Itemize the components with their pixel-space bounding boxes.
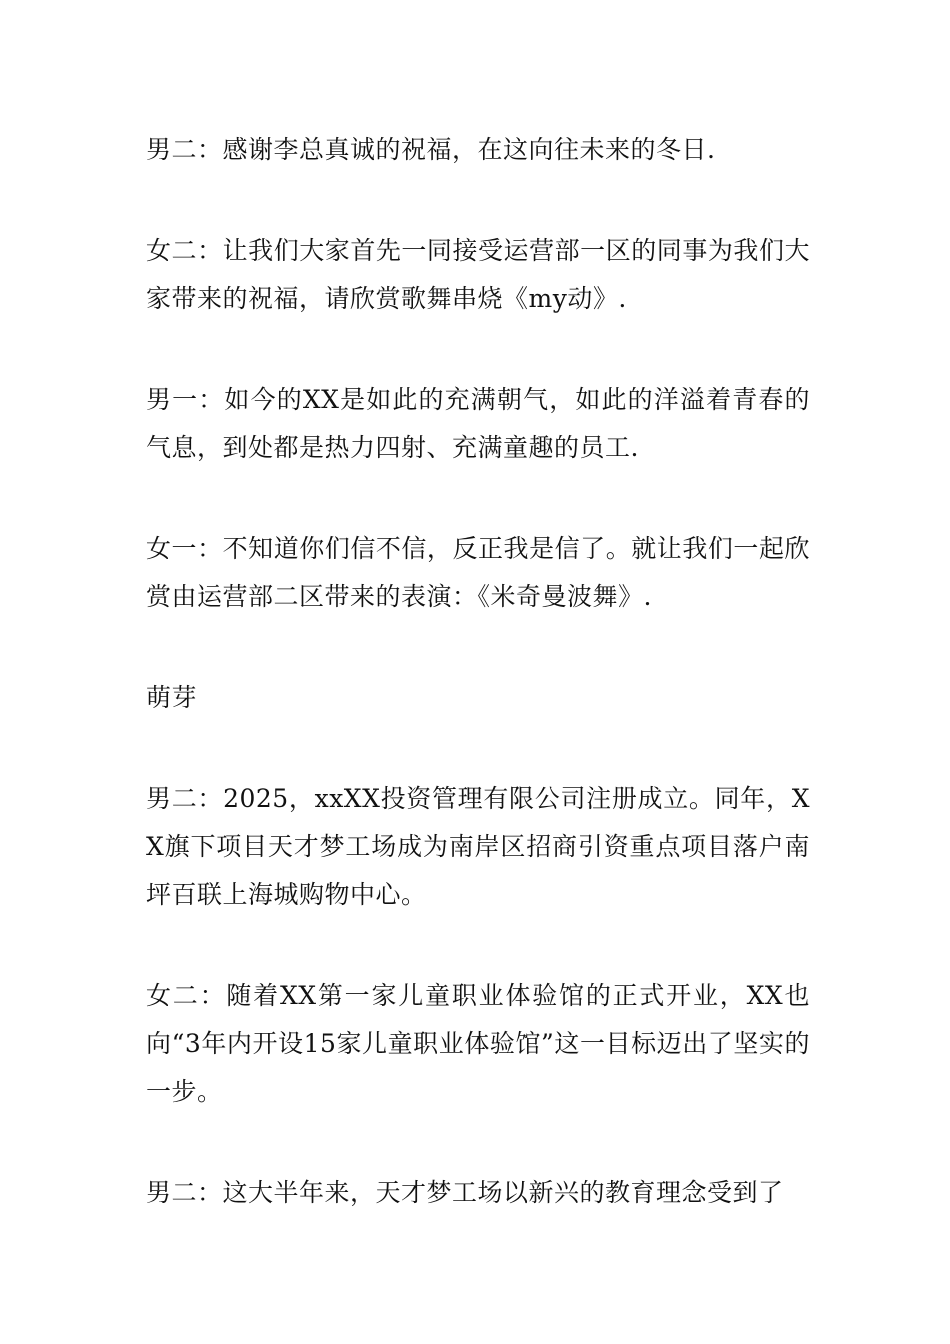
paragraph-female2-opening: 女二：随着XX第一家儿童职业体验馆的正式开业，XX也向“3年内开设15家儿童职业体验馆”这一目标迈出了坚实的一步。 [146, 981, 810, 1106]
paragraph-male2-thanks: 男二：感谢李总真诚的祝福，在这向往未来的冬日. [146, 135, 716, 164]
paragraph-male2-founding: 男二：2025，xxXX投资管理有限公司注册成立。同年，XX旗下项目天才梦工场成为南岸区招商引资重点项目落户南坪百联上海城购物中心。 [146, 784, 810, 909]
document-body [146, 126, 810, 1270]
section-heading-sprout: 萌芽 [146, 683, 198, 712]
paragraph-female2-intro: 女二：让我们大家首先一同接受运营部一区的同事为我们大家带来的祝福，请欣赏歌舞串烧《my动》. [146, 236, 810, 313]
paragraph-male1-energy: 男一：如今的XX是如此的充满朝气，如此的洋溢着青春的气息，到处都是热力四射、充满童趣的员工. [146, 385, 810, 462]
paragraph-female1-performance: 女一：不知道你们信不信，反正我是信了。就让我们一起欣赏由运营部二区带来的表演：《米奇曼波舞》. [146, 534, 810, 611]
paragraph-male2-recent: 男二：这大半年来，天才梦工场以新兴的教育理念受到了 [146, 1178, 784, 1207]
